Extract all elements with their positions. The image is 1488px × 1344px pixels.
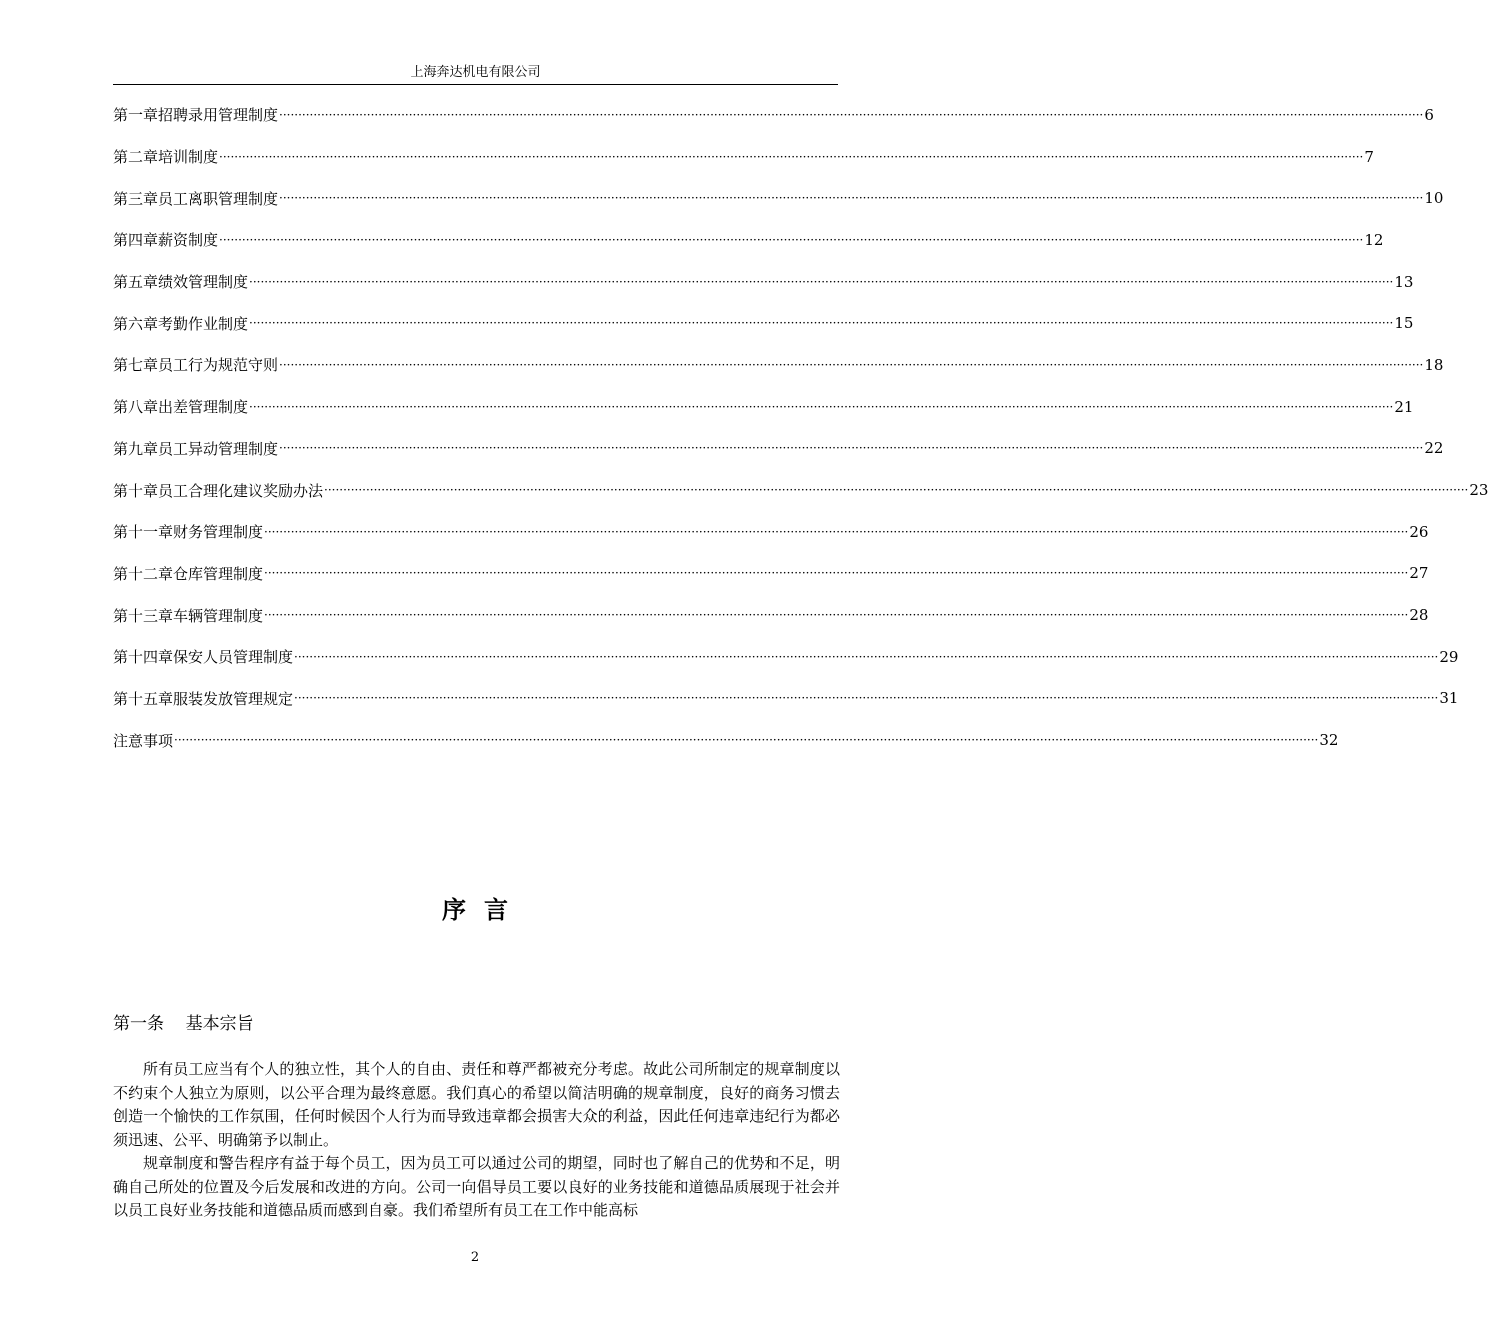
toc-chapter-title: 出差管理制度 xyxy=(158,398,249,417)
toc-entry xyxy=(113,636,1459,678)
toc-page-number: 6 xyxy=(1424,105,1434,124)
toc-entry xyxy=(113,386,1414,428)
toc-dot-leader: ············································································································································································································································································································ xyxy=(264,524,1409,539)
toc-dot-leader: ············································································································································································································································································································ xyxy=(279,107,1424,122)
toc-chapter-title: 员工行为规范守则 xyxy=(158,356,279,375)
toc-page-number: 15 xyxy=(1394,314,1414,333)
toc-entry xyxy=(113,594,1429,636)
toc-dot-leader: ············································································································································································································································································································ xyxy=(324,483,1469,498)
toc-entry xyxy=(113,678,1459,720)
toc-chapter-number: 第六章 xyxy=(113,314,159,333)
toc-dot-leader: ············································································································································································································································································································ xyxy=(219,232,1364,247)
toc-page-number: 27 xyxy=(1409,564,1429,583)
toc-entry xyxy=(113,302,1414,344)
toc-page-number: 18 xyxy=(1424,355,1444,374)
header-divider xyxy=(113,84,838,85)
toc-chapter-number: 注意事项 xyxy=(113,731,174,750)
toc-entry xyxy=(113,94,1434,136)
toc-page-number: 26 xyxy=(1409,522,1429,541)
toc-dot-leader: ············································································································································································································································································································ xyxy=(294,649,1439,664)
toc-entry xyxy=(113,428,1444,470)
table-of-contents xyxy=(113,94,1488,761)
toc-page-number: 10 xyxy=(1424,189,1444,208)
toc-chapter-number: 第三章 xyxy=(113,189,159,208)
article-title: 基本宗旨 xyxy=(185,1014,254,1034)
paragraph: 所有员工应当有个人的独立性，其个人的自由、责任和尊严都被充分考虑。故此公司所制定的规章制度以不约束个人独立为原则，以公平合理为最终意愿。我们真心的希望以简洁明确的规章制度，良好的商务习惯去创造一个愉快的工作氛围，任何时候因个人行为而导致违章都会损害大众的利益，因此任何违章违纪行为都必须迅速、公平、明确第予以制止。 xyxy=(113,1060,840,1149)
toc-chapter-title: 考勤作业制度 xyxy=(158,314,249,333)
toc-chapter-number: 第一章 xyxy=(113,106,159,125)
toc-page-number: 13 xyxy=(1394,272,1414,291)
toc-dot-leader: ············································································································································································································································································································ xyxy=(279,357,1424,372)
toc-page-number: 12 xyxy=(1364,230,1384,249)
paragraph: 规章制度和警告程序有益于每个员工，因为员工可以通过公司的期望，同时也了解自己的优势和不足，明确自己所处的位置及今后发展和改进的方向。公司一向倡导员工要以良好的业务技能和道德品质展现于社会并以员工良好业务技能和道德品质而感到自豪。我们希望所有员工在工作中能高标 xyxy=(113,1154,840,1219)
toc-page-number: 32 xyxy=(1319,731,1339,750)
toc-dot-leader: ············································································································································································································································································································ xyxy=(249,274,1394,289)
toc-chapter-title: 仓库管理制度 xyxy=(173,564,264,583)
page-number: 2 xyxy=(470,1250,480,1265)
toc-chapter-number: 第十章 xyxy=(113,481,159,500)
toc-dot-leader: ············································································································································································································································································································ xyxy=(249,399,1394,414)
toc-chapter-number: 第八章 xyxy=(113,398,159,417)
toc-entry xyxy=(113,344,1444,386)
toc-chapter-title: 保安人员管理制度 xyxy=(173,648,294,667)
toc-chapter-title: 财务管理制度 xyxy=(173,523,264,542)
toc-chapter-number: 第五章 xyxy=(113,273,159,292)
toc-dot-leader: ············································································································································································································································································································ xyxy=(279,441,1424,456)
toc-dot-leader: ············································································································································································································································································································ xyxy=(219,149,1364,164)
article-number: 第一条 xyxy=(113,1014,164,1034)
toc-chapter-number: 第二章 xyxy=(113,148,159,167)
toc-entry xyxy=(113,553,1429,595)
toc-dot-leader: ············································································································································································································································································································ xyxy=(264,566,1409,581)
page-header: 上海奔达机电有限公司 xyxy=(410,65,541,80)
toc-chapter-number: 第十五章 xyxy=(113,689,174,708)
toc-chapter-number: 第十二章 xyxy=(113,564,174,583)
toc-entry xyxy=(113,469,1488,511)
toc-dot-leader: ············································································································································································································································································································ xyxy=(264,608,1409,623)
toc-chapter-title: 招聘录用管理制度 xyxy=(158,106,279,125)
article-heading xyxy=(113,1009,254,1034)
toc-chapter-number: 第十三章 xyxy=(113,606,174,625)
toc-chapter-title: 薪资制度 xyxy=(158,231,219,250)
toc-entry xyxy=(113,261,1414,303)
toc-chapter-title: 服装发放管理规定 xyxy=(173,689,294,708)
toc-chapter-number: 第四章 xyxy=(113,231,159,250)
toc-page-number: 28 xyxy=(1409,606,1429,625)
toc-entry xyxy=(113,177,1444,219)
toc-dot-leader: ············································································································································································································································································································ xyxy=(174,733,1319,748)
toc-chapter-number: 第十四章 xyxy=(113,648,174,667)
toc-chapter-number: 第十一章 xyxy=(113,523,174,542)
toc-page-number: 31 xyxy=(1439,689,1459,708)
preface-body xyxy=(113,1058,840,1223)
toc-entry xyxy=(113,719,1339,761)
toc-dot-leader: ············································································································································································································································································································ xyxy=(249,316,1394,331)
toc-chapter-title: 员工离职管理制度 xyxy=(158,189,279,208)
toc-chapter-number: 第七章 xyxy=(113,356,159,375)
toc-chapter-number: 第九章 xyxy=(113,439,159,458)
toc-page-number: 21 xyxy=(1394,397,1414,416)
preface-title: 序言 xyxy=(442,895,526,924)
toc-page-number: 29 xyxy=(1439,647,1459,666)
toc-chapter-title: 员工合理化建议奖励办法 xyxy=(158,481,324,500)
toc-dot-leader: ············································································································································································································································································································ xyxy=(279,191,1424,206)
toc-entry xyxy=(113,219,1384,261)
toc-page-number: 7 xyxy=(1364,147,1374,166)
toc-chapter-title: 员工异动管理制度 xyxy=(158,439,279,458)
toc-entry xyxy=(113,136,1374,178)
toc-chapter-title: 车辆管理制度 xyxy=(173,606,264,625)
toc-dot-leader: ············································································································································································································································································································ xyxy=(294,691,1439,706)
toc-page-number: 23 xyxy=(1469,481,1488,500)
toc-entry xyxy=(113,511,1429,553)
toc-chapter-title: 培训制度 xyxy=(158,148,219,167)
toc-page-number: 22 xyxy=(1424,439,1444,458)
toc-chapter-title: 绩效管理制度 xyxy=(158,273,249,292)
